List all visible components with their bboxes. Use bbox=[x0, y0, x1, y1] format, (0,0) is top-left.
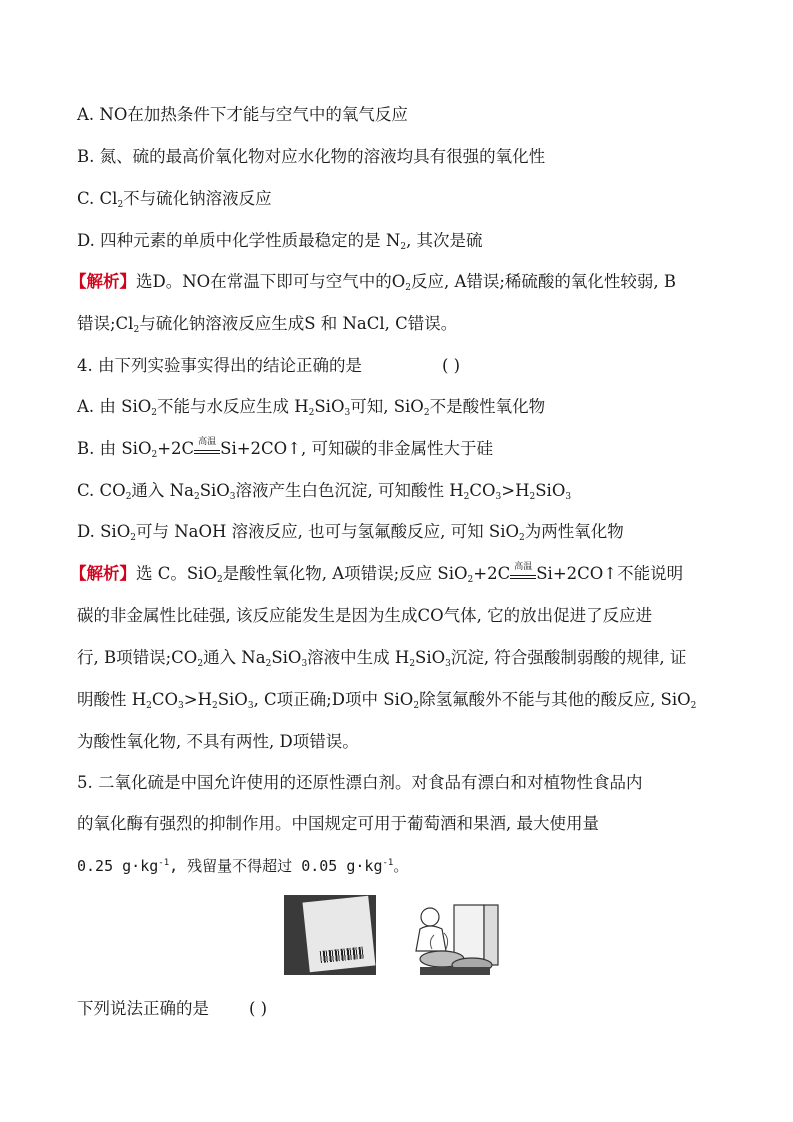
q4-analysis-line-5: 为酸性氧化物, 不具有两性, D项错误。 bbox=[77, 732, 359, 751]
q5-line-2: 的氧化酶有强烈的抑制作用。中国规定可用于葡萄酒和果酒, 最大使用量 bbox=[77, 814, 599, 833]
q3-option-c: C. $Cl_2$不与硫化钠溶液反应 bbox=[77, 189, 272, 210]
analysis-tag: 【解析】 bbox=[70, 564, 136, 583]
barcode-icon bbox=[320, 947, 365, 964]
q3-analysis-line-1: 【解析】选D。NO在常温下即可与空气中的$O_2$反应, A错误;稀硫酸的氧化性较弱, B bbox=[70, 272, 677, 293]
wine-bottle-label-photo bbox=[284, 895, 376, 975]
q4-option-b: B. 由 SiO$_2$+2C 高温 Si+2CO↑, 可知碳的非金属性大于硅 bbox=[77, 437, 494, 460]
q5-line-3: 0.25 $g\cdot kg^{-1}$, 残留量不得超过 0.05 $g\cdot kg^{-1}$。 bbox=[77, 857, 409, 875]
q4-stem: 4. 由下列实验事实得出的结论正确的是 ( ) bbox=[77, 356, 461, 375]
reaction-condition-mark: 高温 bbox=[510, 566, 536, 579]
q3-option-b: B. 氮、硫的最高价氧化物对应水化物的溶液均具有很强的氧化性 bbox=[77, 147, 546, 166]
q5-question: 下列说法正确的是 ( ) bbox=[77, 999, 268, 1018]
q3-option-a: A. NO在加热条件下才能与空气中的氧气反应 bbox=[77, 105, 408, 124]
q4-option-d: D. SiO$_2$可与 NaOH 溶液反应, 也可与氢氟酸反应, 可知 SiO$_2$为两性氧化物 bbox=[77, 522, 624, 543]
q4-analysis-line-1: 【解析】选 C。SiO$_2$是酸性氧化物, A项错误;反应 SiO$_2$+2C 高温 Si+2CO↑不能说明 bbox=[70, 562, 684, 585]
q4-analysis-line-2: 碳的非金属性比硅强, 该反应能发生是因为生成CO气体, 它的放出促进了反应进 bbox=[77, 606, 653, 625]
q4-option-a: A. 由 SiO$_2$不能与水反应生成 $H_2SiO_3$可知, SiO$_2$不是酸性氧化物 bbox=[77, 397, 546, 418]
q3-analysis-line-2: 错误$;Cl_2$与硫化钠溶液反应生成S 和 NaCl, C错误。 bbox=[77, 314, 458, 335]
answer-bracket: ( ) bbox=[249, 999, 268, 1018]
q4-analysis-line-4: 明酸性 $H_2CO_3>H_2SiO_3$, C项正确;D项中 SiO$_2$除氢氟酸外不能与其他的酸反应, SiO$_2$ bbox=[77, 690, 697, 711]
q5-line-1: 5. 二氧化硫是中国允许使用的还原性漂白剂。对食品有漂白和对植物性食品内 bbox=[77, 773, 643, 792]
reaction-condition-mark: 高温 bbox=[194, 441, 220, 454]
q4-analysis-line-3: 行, B项错误$;CO_2$通入 $Na_2SiO_3$溶液中生成 $H_2SiO_3$沉淀, 符合强酸制弱酸的规律, 证 bbox=[77, 648, 687, 669]
figure-group bbox=[284, 895, 524, 980]
analysis-tag: 【解析】 bbox=[70, 272, 136, 291]
q4-option-c: C. $CO_2$通入 $Na_2SiO_3$溶液产生白色沉淀, 可知酸性 $H_2CO_3>H_2SiO_3$ bbox=[77, 481, 572, 502]
q3-option-d: D. 四种元素的单质中化学性质最稳定的是 $N_2$, 其次是硫 bbox=[77, 231, 483, 252]
answer-bracket: ( ) bbox=[442, 356, 461, 375]
sulfur-fumigation-cartoon bbox=[402, 895, 512, 979]
